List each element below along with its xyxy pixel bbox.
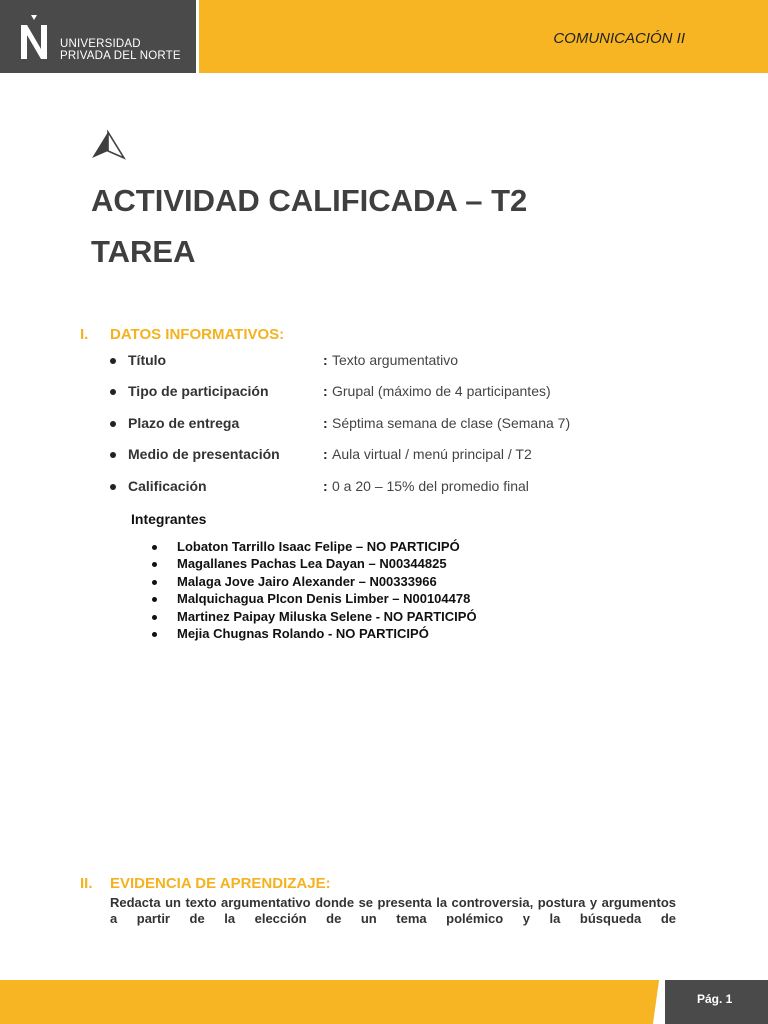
evidence-paragraph: Redacta un texto argumentativo donde se presenta la controversia, postura y argumentos a partir de la elección de un tema polémico y la búsqueda de: [110, 895, 676, 926]
member-name: Magallanes Pachas Lea Dayan – N00344825: [177, 556, 447, 572]
info-label: Plazo de entrega: [128, 415, 240, 431]
university-name-line2: PRIVADA DEL NORTE: [60, 50, 181, 62]
section-number: II.: [80, 875, 93, 892]
bullet-icon: [110, 484, 116, 490]
info-label: Tipo de participación: [128, 383, 269, 399]
info-label: Calificación: [128, 478, 207, 494]
info-row-medio: [110, 446, 670, 464]
upn-logo-icon: [17, 15, 51, 61]
info-row-titulo: [110, 352, 670, 370]
section-number: I.: [80, 326, 89, 343]
bullet-icon: [110, 452, 116, 458]
list-item: [152, 626, 652, 643]
bullet-icon: [110, 421, 116, 427]
footer-bar: [0, 980, 660, 1024]
info-colon: :: [323, 383, 328, 399]
member-name: Malquichagua PIcon Denis Limber – N00104478: [177, 591, 471, 607]
bullet-icon: [110, 389, 116, 395]
page-number: Pág. 1: [697, 992, 733, 1006]
arrow-icon: [90, 130, 126, 160]
info-value: Aula virtual / menú principal / T2: [332, 446, 532, 462]
list-item: [152, 591, 652, 608]
section-title: DATOS INFORMATIVOS:: [110, 326, 285, 343]
page-subtitle: TAREA: [91, 234, 196, 269]
info-row-calificacion: [110, 478, 670, 496]
bullet-icon: [152, 615, 157, 620]
section-heading-datos: [80, 326, 284, 343]
info-colon: :: [323, 446, 328, 462]
list-item: [152, 574, 652, 591]
course-name: COMUNICACIÓN II: [553, 30, 685, 47]
integrantes-label: Integrantes: [131, 511, 207, 527]
info-value: Grupal (máximo de 4 participantes): [332, 383, 551, 399]
members-list: [152, 539, 652, 643]
page-title: ACTIVIDAD CALIFICADA – T2: [91, 183, 528, 218]
university-name-line1: UNIVERSIDAD: [60, 38, 141, 50]
info-label: Medio de presentación: [128, 446, 280, 462]
bullet-icon: [152, 545, 157, 550]
member-name: Malaga Jove Jairo Alexander – N00333966: [177, 573, 437, 589]
bullet-icon: [152, 597, 157, 602]
list-item: [152, 609, 652, 626]
member-name: Mejia Chugnas Rolando - NO PARTICIPÓ: [177, 625, 429, 641]
info-value: Séptima semana de clase (Semana 7): [332, 415, 571, 431]
member-name: Lobaton Tarrillo Isaac Felipe – NO PARTICIPÓ: [177, 539, 460, 554]
info-colon: :: [323, 415, 328, 431]
info-value: Texto argumentativo: [332, 352, 459, 368]
university-name: [60, 38, 181, 62]
list-item: [152, 556, 652, 573]
section-title: EVIDENCIA DE APRENDIZAJE:: [110, 875, 331, 892]
bullet-icon: [110, 358, 116, 364]
info-label: Título: [128, 352, 167, 368]
info-row-plazo: [110, 415, 670, 433]
list-item: [152, 539, 652, 556]
info-colon: :: [323, 478, 328, 494]
info-row-tipo-participacion: [110, 383, 670, 401]
bullet-icon: [152, 562, 157, 567]
section-heading-evidencia: [80, 875, 331, 892]
bullet-icon: [152, 632, 157, 637]
info-value: 0 a 20 – 15% del promedio final: [332, 478, 529, 494]
info-colon: :: [323, 352, 328, 368]
university-logo: [0, 0, 196, 73]
member-name: Martinez Paipay Miluska Selene - NO PARTICIPÓ: [177, 608, 477, 624]
page-header: [0, 0, 768, 73]
bullet-icon: [152, 580, 157, 585]
